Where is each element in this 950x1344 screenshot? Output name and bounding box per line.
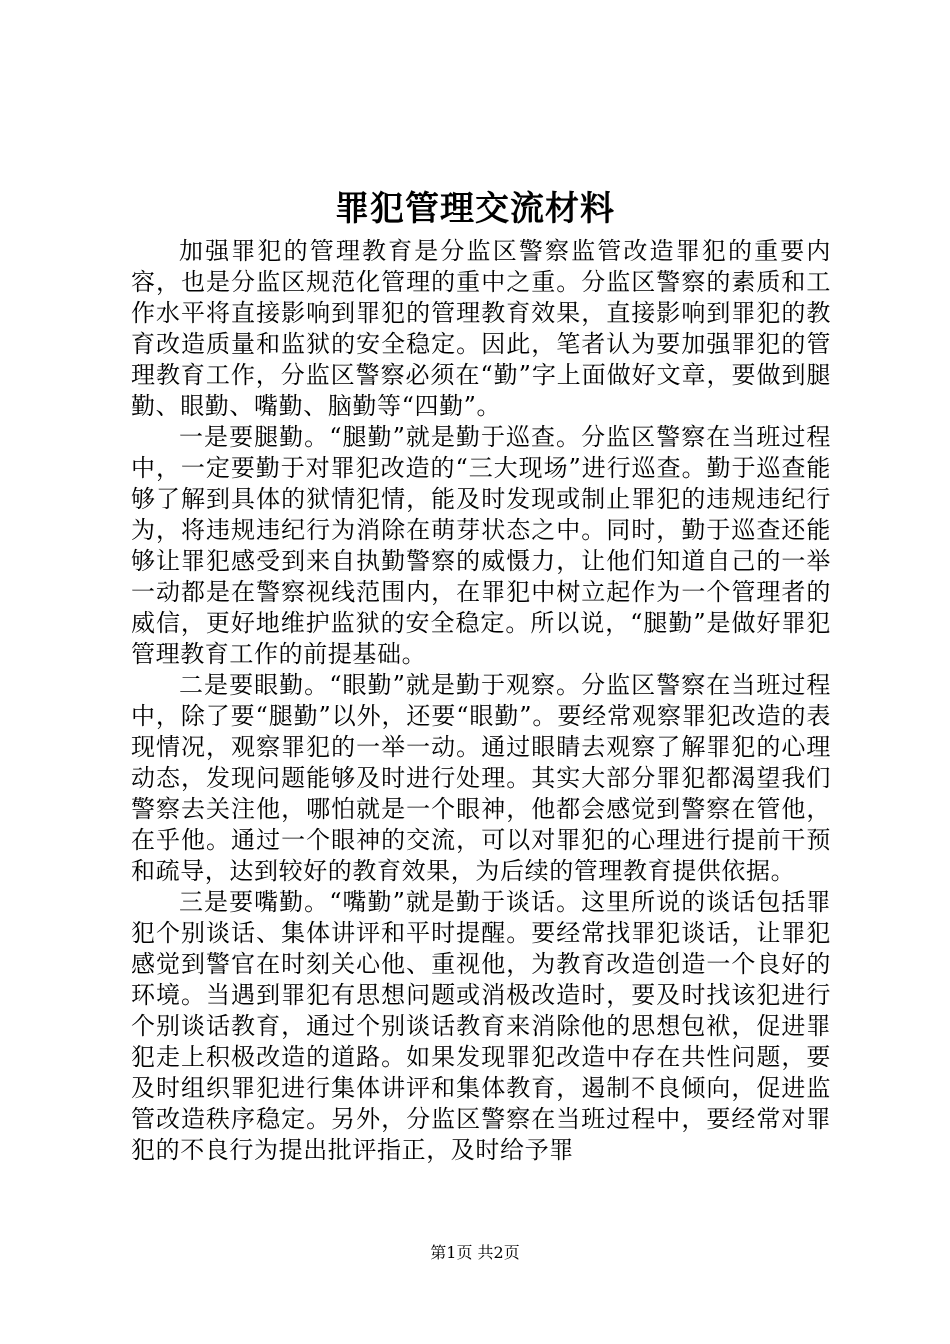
- document-title: 罪犯管理交流材料: [335, 189, 615, 229]
- paragraph-mouth-diligence: 三是要嘴勤。“嘴勤”就是勤于谈话。这里所说的谈话包括罪犯个别谈话、集体讲评和平时提醒。要经常找罪犯谈话，让罪犯感觉到警官在时刻关心他、重视他，为教育改造创造一个良好的环境。当遇到罪犯有思想问题或消极改造时，要及时找该犯进行个别谈话教育，通过个别谈话教育来消除他的思想包袱，促进罪犯走上积极改造的道路。如果发现罪犯改造中存在共性问题，要及时组织罪犯进行集体讲评和集体教育，遏制不良倾向，促进监管改造秩序稳定。另外，分监区警察在当班过程中，要经常对罪犯的不良行为提出批评指正，及时给予罪: [131, 888, 831, 1164]
- paragraph-eye-diligence: 二是要眼勤。“眼勤”就是勤于观察。分监区警察在当班过程中，除了要“腿勤”以外，还要“眼勤”。要经常观察罪犯改造的表现情况，观察罪犯的一举一动。通过眼睛去观察了解罪犯的心理动态，发现问题能够及时进行处理。其实大部分罪犯都渴望我们警察去关注他，哪怕就是一个眼神，他都会感觉到警察在管他，在乎他。通过一个眼神的交流，可以对罪犯的心理进行提前干预和疏导，达到较好的教育效果，为后续的管理教育提供依据。: [131, 671, 831, 885]
- paragraph-intro: 加强罪犯的管理教育是分监区警察监管改造罪犯的重要内容，也是分监区规范化管理的重中之重。分监区警察的素质和工作水平将直接影响到罪犯的管理教育效果，直接影响到罪犯的教育改造质量和监狱的安全稳定。因此，笔者认为要加强罪犯的管理教育工作，分监区警察必须在“勤”字上面做好文章，要做到腿勤、眼勤、嘴勤、脑勤等“四勤”。: [131, 237, 831, 420]
- page-number-footer: 第1页 共2页: [430, 1243, 520, 1262]
- document-body: [131, 236, 831, 1166]
- paragraph-leg-diligence: 一是要腿勤。“腿勤”就是勤于巡查。分监区警察在当班过程中，一定要勤于对罪犯改造的“三大现场”进行巡查。勤于巡查能够了解到具体的狱情犯情，能及时发现或制止罪犯的违规违纪行为，将违规违纪行为消除在萌芽状态之中。同时，勤于巡查还能够让罪犯感受到来自执勤警察的威慑力，让他们知道自己的一举一动都是在警察视线范围内，在罪犯中树立起作为一个管理者的威信，更好地维护监狱的安全稳定。所以说，“腿勤”是做好罪犯管理教育工作的前提基础。: [131, 423, 831, 668]
